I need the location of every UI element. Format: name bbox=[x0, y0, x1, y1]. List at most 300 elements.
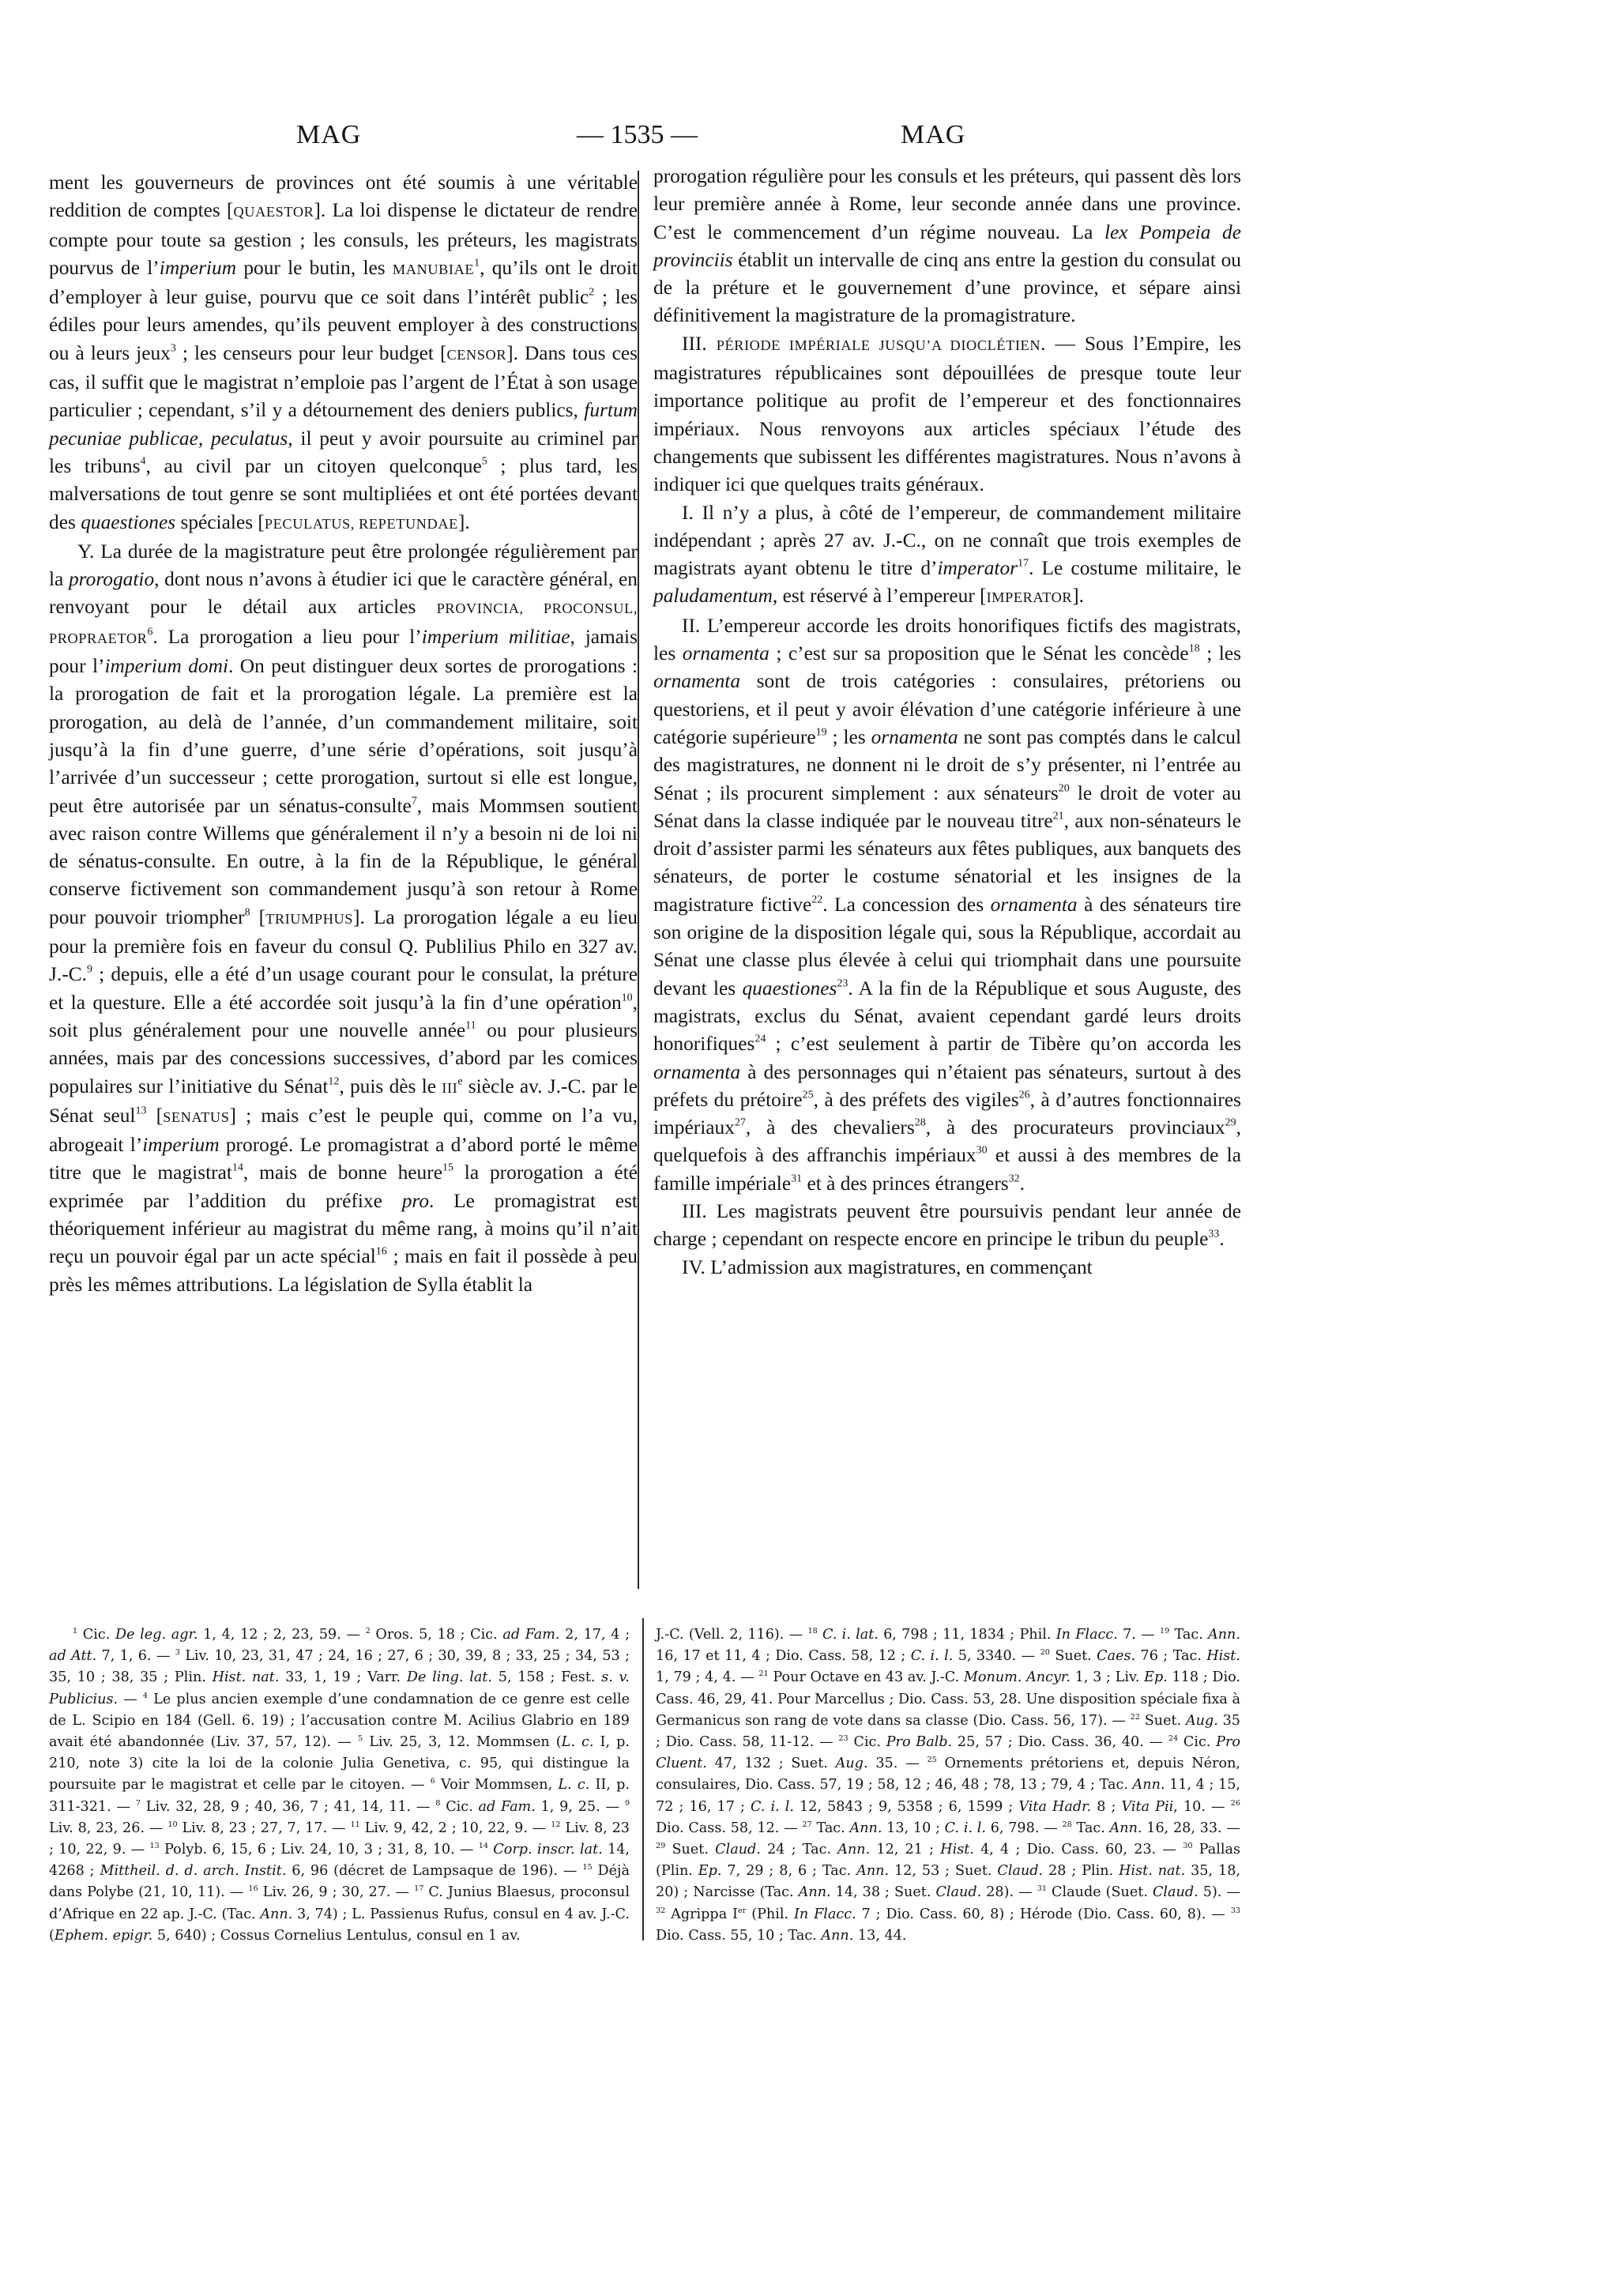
text-run: Tac. bbox=[1169, 1627, 1209, 1643]
text-run: . bbox=[1219, 1228, 1225, 1251]
text-run: 7 ; Dio. Cass. 60, 8) ; Hérode (Dio. Cass. 60, 8). — bbox=[856, 1906, 1231, 1922]
text-run: [ bbox=[250, 905, 266, 928]
italic-run: ornamenta bbox=[990, 893, 1078, 916]
text-run: III. Les magistrats peuvent être poursuivis pendant leur année de charge ; cependant on respecte encore en principe le tribun du peuple bbox=[653, 1199, 1241, 1251]
footnote-ref: 32 bbox=[1008, 1172, 1020, 1185]
text-run: . Le promagistrat est théoriquement inférieur au magistrat du même rang, à moins qu’il n’ait reçu un pouvoir égal par un acte spécial bbox=[49, 1189, 638, 1268]
italic-run: Ep. bbox=[698, 1863, 722, 1880]
footnote-ref: 26 bbox=[1230, 1798, 1240, 1808]
cross-reference: PECULATUS, REPETUNDAE bbox=[264, 515, 458, 532]
italic-run: imperium militiae bbox=[421, 625, 570, 648]
footnote-block bbox=[49, 1624, 630, 1947]
text-run: ; mais en fait il possède à peu près les mêmes attributions. La législation de Sylla établit la bbox=[49, 1245, 638, 1296]
footnote-ref: 18 bbox=[807, 1626, 818, 1635]
text-run: 2, 17, 4 ; bbox=[559, 1627, 630, 1643]
text-run: . La concession des bbox=[822, 893, 991, 916]
text-run: Tac. bbox=[811, 1820, 850, 1836]
text-run: , mais Mommsen soutient avec raison contre Willems que généralement il n’y a besoin ni de loi ni de sénatus-consulte. En outre, à la fin de la République, le général conserve fictivement son commandement jusqu’à son retour à Rome pour pouvoir triompher bbox=[49, 794, 638, 928]
text-run: III. bbox=[682, 332, 717, 355]
text-run: II, p. 311-321. — bbox=[49, 1777, 630, 1815]
text-run: Suet. bbox=[665, 1842, 716, 1858]
text-run: 47, 132 ; Suet. bbox=[706, 1756, 836, 1772]
text-run: 5, 640) ; Cossus Cornelius Lentulus, consul en 1 av. bbox=[152, 1927, 521, 1944]
footnote-ref: 11 bbox=[465, 1019, 476, 1032]
footnote-column-divider bbox=[642, 1618, 644, 1940]
text-run: Pallas (Plin. bbox=[656, 1842, 1240, 1880]
text-run: Y. La durée de la magistrature peut être prolongée régulièrement par la bbox=[49, 540, 638, 591]
text-run: , à d’autres fonctionnaires impériaux bbox=[653, 1088, 1241, 1139]
italic-run: Claud. bbox=[1152, 1884, 1198, 1901]
text-run: 5, 3340. — bbox=[953, 1648, 1040, 1665]
italic-run: Hist. bbox=[1206, 1648, 1240, 1665]
text-run: Oros. 5, 18 ; Cic. bbox=[370, 1627, 503, 1643]
text-run: Voir Mommsen, bbox=[435, 1777, 559, 1794]
footnote-ref: 25 bbox=[927, 1755, 937, 1764]
italic-run: Corp. inscr. lat. bbox=[493, 1842, 603, 1858]
italic-run: C. i. l. bbox=[910, 1648, 954, 1665]
footnote-ref: 33 bbox=[1230, 1906, 1241, 1915]
text-run: prorogé. Le promagistrat a d’abord porté le même titre que le magistrat bbox=[49, 1134, 638, 1184]
text-run: 1, 79 ; 4, 4. — bbox=[656, 1669, 759, 1686]
footnote-ref: 31 bbox=[1037, 1884, 1048, 1894]
footnote-ref: 4 bbox=[140, 455, 146, 468]
cross-reference: III bbox=[442, 1079, 458, 1096]
text-run: ; les bbox=[1199, 642, 1241, 665]
italic-run: ornamenta bbox=[871, 725, 958, 748]
text-run: ]. Dans tous ces cas, il suffit que le magistrat n’emploie pas l’argent de l’État à son usage particulier ; cependant, s’il y a détournement des deniers publics, bbox=[49, 341, 638, 422]
text-run: , quelquefois à des affranchis impériaux bbox=[653, 1116, 1241, 1167]
text-run: Ornements prétoriens et, depuis Néron, consulaires, Dio. Cass. 57, 19 ; 58, 12 ; 46, 48 ; 78, 13 ; 79, 4 ; Tac. bbox=[656, 1756, 1240, 1794]
text-run: II. L’empereur accorde les droits honorifiques fictifs des magistrats, les bbox=[653, 614, 1241, 665]
cross-reference: PÉRIODE IMPÉRIALE JUSQU’A DIOCLÉTIEN bbox=[716, 337, 1041, 353]
footnote-ref: e bbox=[457, 1075, 463, 1088]
footnote-ref: 16 bbox=[248, 1884, 258, 1894]
footnote-ref: 3 bbox=[170, 342, 176, 355]
text-run: 12, 21 ; bbox=[870, 1842, 941, 1858]
text-run: le droit de voter au Sénat dans la classe indiquée par le nouveau titre bbox=[653, 781, 1241, 832]
italic-run: Vita Pii bbox=[1121, 1798, 1174, 1815]
text-run: Déjà dans Polybe (21, 10, 11). — bbox=[49, 1863, 630, 1901]
italic-run: C. i. l. bbox=[750, 1798, 794, 1815]
italic-run: In Flacc. bbox=[1055, 1627, 1118, 1643]
text-run: ; les édiles pour leurs amendes, qu’ils peuvent employer à des constructions ou à leurs jeux bbox=[49, 286, 638, 364]
text-run: 13, 44. bbox=[853, 1927, 907, 1944]
footnote-ref: 15 bbox=[582, 1862, 593, 1872]
italic-run: Claud. bbox=[997, 1863, 1044, 1880]
text-run: Cic. bbox=[77, 1627, 115, 1643]
italic-run: Hist. bbox=[940, 1842, 974, 1858]
footnote-ref: 8 bbox=[435, 1798, 441, 1808]
text-run: 3, 74) ; L. Passienus Rufus, consul en 4 av. J.-C. ( bbox=[49, 1906, 630, 1944]
text-run: . Le costume militaire, le bbox=[1029, 557, 1241, 580]
text-run: 28). — bbox=[981, 1884, 1037, 1901]
footnote-block bbox=[656, 1624, 1240, 1947]
text-run: I. Il n’y a plus, à côté de l’empereur, de commandement militaire indépendant ; après 27 av. J.-C., on ne connaît que trois exemples de magistrats ayant obtenu le titre d’ bbox=[653, 501, 1241, 580]
text-run: ]. La prorogation légale a eu lieu pour la première fois en faveur du consul Q. Publilius Philo en 327 av. J.-C. bbox=[49, 905, 638, 986]
italic-run: imperium bbox=[159, 256, 237, 279]
text-run: ou pour plusieurs années, mais par des concessions successives, d’abord par les comices populaires sur l’initiative du Sénat bbox=[49, 1018, 638, 1097]
text-run: ; depuis, elle a été d’un usage courant pour le consulat, la préture et la questure. Elle a été accordée soit jusqu’à la fin d’une opération bbox=[49, 963, 638, 1014]
text-run: ; c’est seulement à partir de Tibère qu’on accorda les bbox=[766, 1033, 1241, 1056]
footnotes-right bbox=[656, 1624, 1240, 1947]
italic-run: L. c. bbox=[558, 1777, 590, 1794]
italic-run: C. i. lat. bbox=[822, 1627, 879, 1643]
text-run: , 10. — bbox=[1173, 1798, 1231, 1815]
text-run: ]. La loi dispense le dictateur de rendre compte pour toute sa gestion ; les consuls, les préteurs, les magistrats pourvus de l’ bbox=[49, 199, 638, 279]
footnote-ref: 10 bbox=[621, 992, 633, 1004]
text-run: , puis dès le bbox=[339, 1075, 442, 1097]
footnote-ref: er bbox=[738, 1906, 747, 1915]
footnote-ref: 30 bbox=[1183, 1841, 1193, 1850]
italic-run: De leg. agr. bbox=[115, 1627, 198, 1643]
footnote-ref: 14 bbox=[478, 1841, 489, 1850]
italic-run: imperator bbox=[937, 557, 1018, 580]
italic-run: Aug. bbox=[1185, 1712, 1218, 1729]
text-run: 35. — bbox=[867, 1756, 928, 1772]
text-run: Cic. bbox=[440, 1798, 479, 1815]
text-run: 7, 1, 6. — bbox=[96, 1648, 175, 1665]
running-head-right: MAG bbox=[901, 120, 966, 149]
italic-run: imperium bbox=[142, 1134, 220, 1157]
text-run: 4, 4 ; Dio. Cass. 60, 23. — bbox=[973, 1842, 1183, 1858]
text-run: Liv. 8, 23 ; 27, 7, 17. — bbox=[177, 1820, 351, 1836]
text-run: , jamais pour l’ bbox=[49, 625, 638, 678]
text-run: Suet. bbox=[1049, 1648, 1097, 1665]
cross-reference: IMPERATOR bbox=[986, 589, 1073, 606]
italic-run: furtum pecuniae publicae, peculatus bbox=[49, 399, 638, 450]
text-run: 8 ; bbox=[1091, 1798, 1122, 1815]
paragraph bbox=[653, 499, 1241, 612]
footnote-ref: 21 bbox=[1052, 810, 1064, 822]
italic-run: Pro Balb. bbox=[886, 1734, 953, 1751]
footnote-ref: 15 bbox=[442, 1161, 453, 1174]
italic-run: ornamenta bbox=[653, 1060, 741, 1083]
footnote-ref: 26 bbox=[1018, 1089, 1030, 1101]
text-run: 6, 96 (décret de Lampsaque de 196). — bbox=[286, 1863, 583, 1880]
paragraph bbox=[49, 169, 638, 538]
text-run: . On peut distinguer deux sortes de prorogations : la prorogation de fait et la prorogation légale. La première est la prorogation, au delà de l’année, d’un commandement militaire, soit jusqu’à la fin d’une guerre, d’une série d’opérations, soit jusqu’à l’arrivée d’un successeur ; cette prorogation, surtout si elle est longue, peut être autorisée par un sénatus-consulte bbox=[49, 655, 638, 817]
footnote-ref: 28 bbox=[914, 1116, 926, 1129]
text-run: Liv. 26, 9 ; 30, 27. — bbox=[258, 1884, 415, 1901]
italic-run: Caes. bbox=[1097, 1648, 1136, 1665]
text-run: , il peut y avoir poursuite au criminel par les tribuns bbox=[49, 427, 638, 477]
footnote-ref: 33 bbox=[1208, 1228, 1220, 1240]
text-run: Tac. bbox=[1071, 1820, 1110, 1836]
footnote-ref: 2 bbox=[365, 1626, 371, 1635]
footnote-ref: 23 bbox=[837, 977, 849, 990]
text-run: ; les censeurs pour leur budget [ bbox=[175, 341, 447, 364]
footnote-ref: 14 bbox=[231, 1161, 243, 1174]
footnote-ref: 31 bbox=[791, 1172, 803, 1185]
text-run: ]. bbox=[1072, 585, 1085, 608]
text-run: , à des procurateurs provinciaux bbox=[925, 1116, 1225, 1139]
text-run: IV. L’admission aux magistratures, en commençant bbox=[682, 1255, 1093, 1278]
text-run: [ bbox=[146, 1104, 164, 1127]
section-heading-paragraph bbox=[653, 330, 1241, 499]
text-run: 16, 28, 33. — bbox=[1142, 1820, 1240, 1836]
text-run: Liv. 9, 42, 2 ; 10, 22, 9. — bbox=[359, 1820, 551, 1836]
text-run: Liv. 32, 28, 9 ; 40, 36, 7 ; 41, 14, 11. — bbox=[141, 1798, 436, 1815]
text-run: , soit plus généralement pour une nouvelle année bbox=[49, 991, 638, 1041]
cross-reference: CENSOR bbox=[446, 346, 507, 363]
italic-run: Ann. bbox=[1208, 1627, 1240, 1643]
text-run: (Phil. bbox=[746, 1906, 794, 1922]
italic-run: imperium domi bbox=[104, 655, 229, 678]
paragraph bbox=[653, 1254, 1241, 1282]
italic-run: pro bbox=[401, 1189, 430, 1212]
text-run: ; c’est sur sa proposition que le Sénat les concède bbox=[769, 642, 1189, 665]
text-run: , au civil par un citoyen quelconque bbox=[145, 454, 482, 477]
text-run: Claude (Suet. bbox=[1047, 1884, 1153, 1901]
text-run: . — bbox=[113, 1691, 143, 1707]
footnote-ref: 9 bbox=[86, 963, 92, 976]
text-run: 118 ; Dio. Cass. 46, 29, 41. Pour Marcellus ; Dio. Cass. 53, 28. Une disposition spéciale fixa à Germanicus son rang de vote dans sa classe (Dio. Cass. 56, 17). — bbox=[656, 1669, 1240, 1729]
italic-run: quaestiones bbox=[81, 510, 176, 533]
text-run: Cic. bbox=[1178, 1734, 1217, 1751]
footnote-ref: 6 bbox=[430, 1777, 435, 1786]
text-run: Liv. 10, 23, 31, 47 ; 24, 16 ; 27, 6 ; 30, 39, 8 ; 33, 25 ; 34, 53 ; 35, 10 ; 38, 35 ; Plin. bbox=[49, 1648, 630, 1686]
footnote-ref: 24 bbox=[1168, 1733, 1179, 1743]
footnote-ref: 5 bbox=[481, 455, 487, 468]
cross-reference: SENATUS bbox=[163, 1108, 230, 1125]
text-run: 14, 38 ; Suet. bbox=[830, 1884, 936, 1901]
text-run: prorogation régulière pour les consuls et les préteurs, qui passent dès lors leur première année à Rome, leur seconde année dans une province. C’est le commencement d’un régime nouveau. La bbox=[653, 165, 1241, 243]
italic-run: Ann. bbox=[821, 1927, 854, 1944]
column-divider bbox=[638, 171, 639, 1589]
text-run: 14, 4268 ; bbox=[49, 1842, 630, 1880]
text-run: J.-C. (Vell. 2, 116). — bbox=[656, 1627, 808, 1643]
footnote-ref: 22 bbox=[811, 894, 823, 906]
footnote-ref: 6 bbox=[147, 626, 153, 638]
text-run: . bbox=[1019, 1172, 1025, 1195]
text-run: . La prorogation a lieu pour l’ bbox=[152, 625, 422, 648]
italic-run: paludamentum bbox=[653, 585, 773, 608]
cross-reference: PROVINCIA, PROCONSUL, PROPRAETOR bbox=[49, 600, 638, 646]
italic-run: quaestiones bbox=[742, 977, 837, 999]
text-run: Liv. 8, 23, 26. — bbox=[49, 1820, 168, 1836]
italic-run: Ann. bbox=[798, 1884, 831, 1901]
italic-run: Ann. bbox=[1109, 1820, 1142, 1836]
text-run: , est réservé à l’empereur [ bbox=[772, 585, 987, 608]
text-run: . — Sous l’Empire, les magistratures républicaines sont dépouillées de presque toute leur importance politique au profit de l’empereur et des fonctionnaires impériaux. Nous renvoyons aux articles spéciaux l’étude des changements que subissent les différentes magistratures. Nous n’avons à indiquer ici que quelques traits généraux. bbox=[653, 332, 1241, 496]
italic-run: s. v. Publicius bbox=[49, 1669, 630, 1707]
italic-run: Ephem. epigr. bbox=[54, 1927, 153, 1944]
footnote-ref: 13 bbox=[149, 1841, 160, 1850]
italic-run: In Flacc. bbox=[793, 1906, 856, 1922]
text-run: Le plus ancien exemple d’une condamnation de ce genre est celle de L. Scipio en 184 (Gell. 6. 19) ; l’accusation contre M. Acilius Glabrio en 189 avait été abandonnée (Liv. 37, 57, 12). — bbox=[49, 1691, 630, 1751]
text-run: Suet. bbox=[1139, 1712, 1186, 1729]
footnote-ref: 17 bbox=[414, 1884, 424, 1894]
footnote-ref: 4 bbox=[142, 1691, 149, 1700]
italic-run: Ann. bbox=[837, 1842, 871, 1858]
text-run: ment les gouverneurs de provinces ont été soumis à une véritable reddition de comptes [ bbox=[49, 171, 638, 222]
text-run: 5). — bbox=[1198, 1884, 1241, 1901]
text-run: 76 ; Tac. bbox=[1135, 1648, 1207, 1665]
footnote-ref: 3 bbox=[175, 1647, 180, 1657]
text-run: Dio. Cass. 55, 10 ; Tac. bbox=[656, 1927, 822, 1944]
footnote-ref: 1 bbox=[474, 257, 480, 269]
text-run: 13, 10 ; bbox=[882, 1820, 945, 1836]
running-head-left: MAG bbox=[296, 120, 362, 149]
footnote-ref: 32 bbox=[656, 1906, 666, 1915]
italic-run: Ann. bbox=[1132, 1777, 1165, 1794]
text-run: la prorogation a été exprimée par l’addition du préfixe bbox=[49, 1161, 638, 1212]
italic-run: Hist. nat. bbox=[1119, 1863, 1186, 1880]
text-run: à des sénateurs tire son origine de la disposition légale qui, sous la République, accordait au Sénat une classe plus élevée à celui qui triomphait dans une poursuite devant les bbox=[653, 893, 1241, 999]
text-run: 1, 3 ; Liv. bbox=[1071, 1669, 1145, 1686]
footnote-ref: 1 bbox=[73, 1626, 78, 1635]
text-run: , à des chevaliers bbox=[745, 1116, 915, 1139]
footnote-ref: 10 bbox=[167, 1820, 178, 1829]
italic-run: Pro Cluent. bbox=[656, 1734, 1240, 1772]
text-run: 7, 29 ; 8, 6 ; Tac. bbox=[721, 1863, 857, 1880]
text-run: C. Junius Blaesus, proconsul d’Afrique en 22 ap. J.-C. (Tac. bbox=[49, 1884, 630, 1922]
footnote-ref: 25 bbox=[802, 1089, 814, 1101]
italic-run: Ann. bbox=[260, 1906, 293, 1922]
cross-reference: TRIUMPHUS bbox=[265, 910, 354, 927]
italic-run: ornamenta bbox=[682, 642, 769, 665]
text-run: Cic. bbox=[848, 1734, 886, 1751]
text-run: ; plus tard, les malversations de tout genre se sont multipliées et ont été portées devant des bbox=[49, 454, 638, 533]
text-run: 6, 798. — bbox=[986, 1820, 1063, 1836]
footnote-ref: 2 bbox=[589, 286, 595, 299]
italic-run: Vita Hadr. bbox=[1018, 1798, 1092, 1815]
footnote-ref: 17 bbox=[1018, 557, 1029, 570]
text-run: Liv. 25, 3, 12. Mommsen ( bbox=[363, 1734, 562, 1751]
text-run: , à des préfets des vigiles bbox=[813, 1088, 1019, 1111]
text-run: à des personnages qui n’étaient pas sénateurs, surtout à des préfets du prétoire bbox=[653, 1060, 1241, 1111]
italic-run: C. i. l. bbox=[944, 1820, 986, 1836]
text-run: . A la fin de la République et sous Auguste, des magistrats, exclus du Sénat, avaient cependant gardé leurs droits honorifiques bbox=[653, 977, 1241, 1056]
footnote-ref: 29 bbox=[1225, 1116, 1236, 1129]
right-text-column bbox=[653, 163, 1241, 1282]
italic-run: De ling. lat. bbox=[406, 1669, 492, 1686]
text-run: , aux non-sénateurs le droit d’assister parmi les sénateurs aux fêtes publiques, aux banquets des sénateurs, de porter le costume sénatorial et les insignes de la magistrature fictive bbox=[653, 809, 1241, 916]
footnote-ref: 16 bbox=[375, 1245, 387, 1258]
italic-run: Ann. bbox=[849, 1820, 882, 1836]
paragraph bbox=[653, 1198, 1241, 1254]
italic-run: ad Fam. bbox=[478, 1798, 536, 1815]
text-run: I, p. 210, note 3) cite la loi de la colonie Julia Genetiva, c. 95, qui distingue la poursuite par le magistrat et celle par le citoyen. — bbox=[49, 1734, 630, 1794]
footnotes-left bbox=[49, 1624, 630, 1947]
footnote-ref: 24 bbox=[754, 1033, 766, 1045]
text-run: 12, 53 ; Suet. bbox=[889, 1863, 998, 1880]
text-run: , dont nous n’avons à étudier ici que le caractère général, en renvoyant pour le détail aux articles bbox=[49, 568, 638, 619]
italic-run: Aug. bbox=[835, 1756, 868, 1772]
footnote-ref: 19 bbox=[815, 726, 827, 739]
text-run: Agrippa I bbox=[665, 1906, 738, 1922]
footnote-ref: 8 bbox=[244, 906, 250, 919]
footnote-ref: 9 bbox=[624, 1798, 630, 1808]
text-run: 7. — bbox=[1117, 1627, 1160, 1643]
text-run: 12, 5843 ; 9, 5358 ; 6, 1599 ; bbox=[793, 1798, 1019, 1815]
italic-run: Claud. bbox=[715, 1842, 761, 1858]
italic-run: ad Att. bbox=[49, 1648, 97, 1665]
italic-run: ornamenta bbox=[653, 670, 741, 693]
footnote-ref: 11 bbox=[350, 1820, 360, 1829]
footnote-ref: 5 bbox=[357, 1733, 363, 1743]
text-run: 5, 158 ; Fest. bbox=[492, 1669, 602, 1686]
italic-run: Monum. Ancyr. bbox=[963, 1669, 1071, 1686]
footnote-ref: 27 bbox=[734, 1116, 746, 1129]
footnote-ref: 23 bbox=[838, 1733, 849, 1743]
footnote-ref: 27 bbox=[802, 1820, 812, 1829]
footnote-ref: 13 bbox=[135, 1105, 147, 1117]
text-run: 28 ; Plin. bbox=[1043, 1863, 1119, 1880]
footnote-ref: 28 bbox=[1062, 1820, 1072, 1829]
paragraph bbox=[653, 612, 1241, 1198]
text-run: , qu’ils ont le droit d’employer à leur guise, pourvu que ce soit dans l’intérêt public bbox=[49, 256, 638, 309]
text-run: 11, 4 ; 15, 72 ; 16, 17 ; bbox=[656, 1777, 1240, 1815]
footnote-ref: 12 bbox=[328, 1075, 340, 1088]
page-number: — 1535 — bbox=[577, 120, 698, 149]
footnote-ref: 12 bbox=[551, 1820, 561, 1829]
footnote-ref: 20 bbox=[1040, 1647, 1050, 1657]
footnote-ref: 30 bbox=[976, 1144, 988, 1157]
footnote-ref: 18 bbox=[1188, 642, 1200, 655]
text-run: et aussi à des membres de la famille impériale bbox=[653, 1144, 1241, 1195]
text-run: ]. bbox=[457, 510, 470, 533]
italic-run: Ann. bbox=[856, 1863, 890, 1880]
text-run: Pour Octave en 43 av. J.-C. bbox=[768, 1669, 964, 1686]
italic-run: L. c. bbox=[561, 1734, 594, 1751]
italic-run: ad Fam. bbox=[502, 1627, 560, 1643]
paragraph bbox=[49, 538, 638, 1299]
text-run: 1, 4, 12 ; 2, 23, 59. — bbox=[198, 1627, 366, 1643]
footnote-ref: 7 bbox=[135, 1798, 141, 1808]
text-run: 35 ; Dio. Cass. 58, 11-12. — bbox=[656, 1712, 1240, 1751]
running-header bbox=[0, 120, 1618, 167]
text-run: 33, 1, 19 ; Varr. bbox=[279, 1669, 407, 1686]
italic-run: Mittheil. d. d. arch. Instit. bbox=[100, 1863, 287, 1880]
text-run: 1, 9, 25. — bbox=[535, 1798, 625, 1815]
text-run: Liv. 8, 23 ; 10, 22, 9. — bbox=[49, 1820, 630, 1858]
paragraph bbox=[653, 163, 1241, 330]
text-run: 24 ; Tac. bbox=[760, 1842, 838, 1858]
text-run: Dio. Cass. 58, 12. — bbox=[656, 1820, 803, 1836]
left-text-column bbox=[49, 169, 638, 1299]
text-run: , mais de bonne heure bbox=[243, 1161, 442, 1184]
text-run: 35, 18, 20) ; Narcisse (Tac. bbox=[656, 1863, 1240, 1901]
footnote-ref: 20 bbox=[1058, 782, 1070, 795]
italic-run: lex Pompeia de provinciis bbox=[653, 220, 1241, 271]
text-run: Polyb. 6, 15, 6 ; Liv. 24, 10, 3 ; 31, 8, 10. — bbox=[159, 1842, 479, 1858]
footnote-ref: 29 bbox=[656, 1841, 666, 1850]
text-run: ; les bbox=[826, 725, 871, 748]
text-run: et à des princes étrangers bbox=[802, 1172, 1009, 1195]
text-run: 16, 17 et 11, 4 ; Dio. Cass. 58, 12 ; bbox=[656, 1648, 911, 1665]
cross-reference: MANUBIAE bbox=[392, 261, 475, 277]
text-run: ] ; mais c’est le peuple qui, comme on l’a vu, abrogeait l’ bbox=[49, 1104, 638, 1157]
italic-run: Hist. nat. bbox=[212, 1669, 280, 1686]
footnote-ref: 7 bbox=[411, 795, 417, 807]
text-run: établit un intervalle de cinq ans entre la gestion du consulat ou de la préture et le gouvernement d’une province, et sépare ainsi définitivement la magistrature de la promagistrature. bbox=[653, 248, 1241, 327]
text-run: sont de trois catégories : consulaires, prétoriens ou questoriens, et il peut y avoir élévation d’une catégorie inférieure à une catégorie supérieure bbox=[653, 670, 1241, 748]
text-run: 25, 57 ; Dio. Cass. 36, 40. — bbox=[952, 1734, 1168, 1751]
cross-reference: QUAESTOR bbox=[233, 204, 314, 220]
footnote-ref: 19 bbox=[1159, 1626, 1170, 1635]
footnote-ref: 22 bbox=[1130, 1712, 1140, 1722]
italic-run: Ep. bbox=[1144, 1669, 1168, 1686]
text-run: spéciales [ bbox=[175, 510, 265, 533]
text-run: siècle av. J.-C. par le Sénat seul bbox=[49, 1075, 638, 1127]
footnote-ref: 21 bbox=[758, 1669, 769, 1679]
text-run: ne sont pas comptés dans le calcul des magistratures, ne donnent ni le droit de s’y présenter, ni l’entrée au Sénat ; ils procurent simplement : aux sénateurs bbox=[653, 725, 1242, 804]
text-run: pour le butin, les bbox=[236, 256, 393, 279]
italic-run: Claud. bbox=[935, 1884, 982, 1901]
italic-run: prorogatio bbox=[68, 568, 155, 591]
text-run: 6, 798 ; 11, 1834 ; Phil. bbox=[878, 1627, 1056, 1643]
